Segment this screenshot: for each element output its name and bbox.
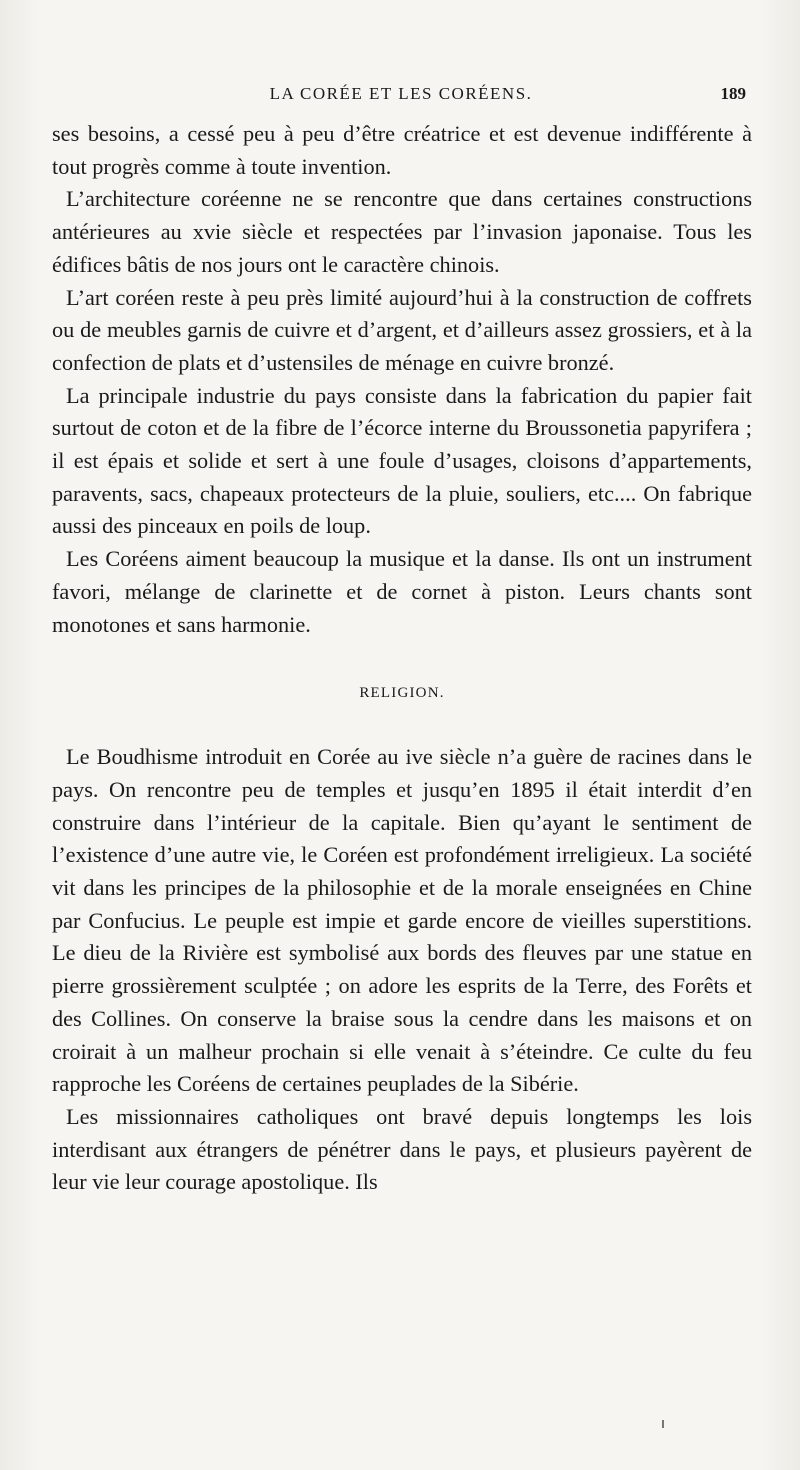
paragraph-art: L’art coréen reste à peu près limité aujourd’hui à la construction de coffrets ou de meubles garnis de cuivre et d’argent, et d’ailleurs assez grossiers, et à la confection de plats et d’ustensiles de ménage en cuivre bronzé. xyxy=(52,284,752,375)
paragraph-music: Les Coréens aiment beaucoup la musique et la danse. Ils ont un instrument favori, mélange de clarinette et de cornet à piston. Leurs chants sont monotones et sans harmonie. xyxy=(52,546,752,637)
paragraph-1: ses besoins, a cessé peu à peu d’être créatrice et est devenue indifférente à tout progrès comme à toute invention. xyxy=(52,121,752,179)
paragraph-buddhism: Le Boudhisme introduit en Corée au ive siècle n’a guère de racines dans le pays. On rencontre peu de temples et jusqu’en 1895 il était interdit d’en construire dans l’intérieur de la capitale. Bien qu’ayant le sentiment de l’existence d’une autre vie, le Coréen est profondément irreligieux. La société vit dans les principes de la philosophie et de la morale enseignées en Chine par Confucius. Le peuple est impie et garde encore de vieilles superstitions. Le dieu de la Rivière est symbolisé aux bords des fleuves par une statue en pierre grossièrement sculptée ; on adore les esprits de la Terre, des Forêts et des Collines. On conserve la braise sous la cendre dans les maisons et on croirait à un malheur prochain si elle venait à s’éteindre. Ce culte du feu rapproche les Coréens de certaines peuplades de la Sibérie. xyxy=(52,744,752,1097)
print-mark xyxy=(662,1420,664,1428)
page-header xyxy=(56,84,746,114)
page-body xyxy=(52,118,752,1199)
paragraph-missionaries: Les missionnaires catholiques ont bravé depuis longtemps les lois interdisant aux étrangers de pénétrer dans le pays, et plusieurs payèrent de leur vie leur courage apostolique. Ils xyxy=(52,1103,752,1195)
paragraph-architecture: L’architecture coréenne ne se rencontre que dans certaines constructions antérieures au xvie siècle et respectées par l’invasion japonaise. Tous les édifices bâtis de nos jours ont le caractère chinois. xyxy=(52,186,752,277)
paragraph-industry: La principale industrie du pays consiste dans la fabrication du papier fait surtout de coton et de la fibre de l’écorce interne du Broussonetia papyrifera ; il est épais et solide et sert à une foule d’usages, cloisons d’appartements, paravents, sacs, chapeaux protecteurs de la pluie, souliers, etc.... On fabrique aussi des pinceaux en poils de loup. xyxy=(52,382,752,539)
page-number: 189 xyxy=(720,84,746,103)
running-title: LA CORÉE ET LES CORÉENS. xyxy=(269,84,533,103)
section-heading-religion: RELIGION. xyxy=(359,685,445,702)
